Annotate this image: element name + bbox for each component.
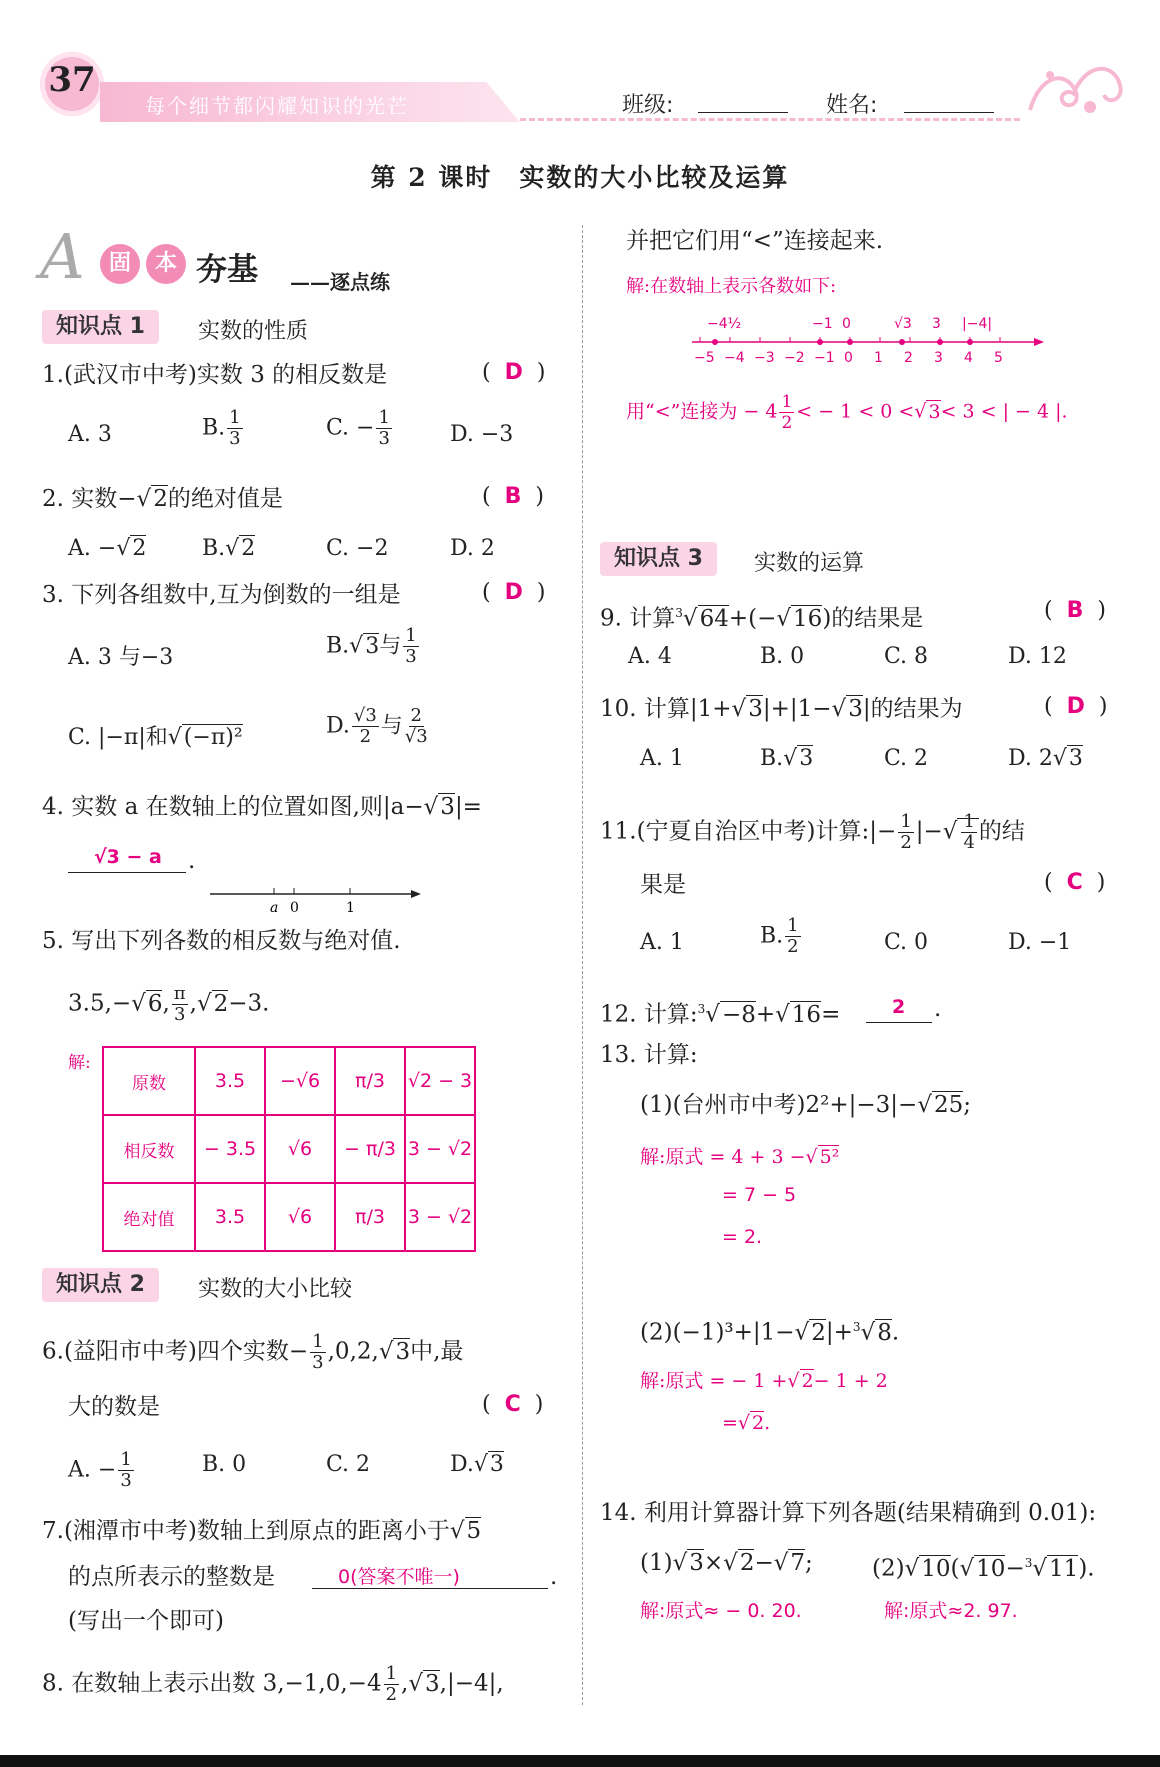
banner-letter-a: A	[40, 220, 85, 293]
q11-option-d: D. −1	[1008, 930, 1072, 955]
q8-point-label: 0	[842, 316, 851, 332]
q5-table-cell: 3.5	[195, 1047, 265, 1115]
q5-table-header-cell: 原数	[103, 1047, 195, 1115]
q5-table-header-cell: 绝对值	[103, 1183, 195, 1251]
q8-axis-tick-label: 0	[844, 350, 853, 366]
q14-text: 14. 利用计算器计算下列各题(结果精确到 0.01):	[600, 1500, 1097, 1526]
q1-option-b: B. $\frac{1}{3}$	[202, 407, 241, 449]
header-slogan: 每个细节都闪耀知识的光芒	[145, 94, 409, 118]
q2-answer: ( B )	[482, 484, 544, 509]
q8-point-label: 3	[932, 316, 941, 332]
q14-part-2: (2)√10(√10−$^3$√11).	[872, 1555, 1095, 1582]
q3-option-d: D. $\frac{√3}{2}$ 与 $\frac{2}{√3}$	[326, 705, 428, 747]
banner-circle-1: 固	[100, 244, 140, 284]
q8-point	[817, 339, 823, 345]
q8-axis-tick-label: −5	[694, 350, 715, 366]
name-label: 姓名:	[826, 93, 878, 118]
page-number: 37	[48, 60, 96, 100]
section-tag-2: 知识点 2	[42, 1268, 159, 1302]
q6-option-d: D.√3	[450, 1452, 504, 1477]
q14-solution-1: 解:原式≈ − 0. 20.	[640, 1600, 802, 1622]
q3-option-a: A. 3 与−3	[68, 645, 174, 670]
q6-option-a: A. − $\frac{1}{3}$	[68, 1449, 132, 1491]
section-tag-1: 知识点 1	[42, 310, 159, 344]
lesson-title: 第 2 课时 实数的大小比较及运算	[370, 163, 790, 192]
name-field[interactable]	[904, 112, 994, 113]
q5-numbers: 3.5,−√6, $\frac{\pi}{3}$ ,√2−3.	[68, 983, 270, 1025]
q8-number-line	[690, 310, 1050, 372]
q9-text: 9. 计算$^3$√64+(−√16)的结果是	[600, 605, 924, 632]
q9-answer: ( B )	[1044, 598, 1106, 623]
q8-axis-tick-label: −1	[814, 350, 835, 366]
q7-text-2: 的点所表示的整数是	[68, 1564, 275, 1590]
q11-answer: ( C )	[1044, 870, 1106, 895]
q8-axis-tick-label: −2	[784, 350, 805, 366]
header-dash-line	[520, 118, 1020, 121]
q4-number-line	[208, 880, 423, 916]
q8-point-label: √3	[893, 316, 912, 332]
q11-text: 11.(宁夏自治区中考)计算:|− $\frac{1}{2}$ |−√ $\frac{1}{4}$ 的结	[600, 811, 1025, 853]
q2-option-b: B.√2	[202, 536, 256, 561]
q8-axis-tick-label: 5	[994, 350, 1003, 366]
q10-answer: ( D )	[1044, 694, 1108, 719]
q8-solution-1: 解:在数轴上表示各数如下:	[626, 276, 837, 297]
q10-option-c: C. 2	[884, 746, 929, 771]
q8-point	[712, 339, 718, 345]
q8-axis-arrow	[1034, 338, 1044, 346]
q8-text: 8. 在数轴上表示出数 3,−1,0,−4 $\frac{1}{2}$ ,√3,|−4|,	[42, 1663, 504, 1705]
q1-text: 1.(武汉市中考)实数 3 的相反数是	[42, 362, 388, 388]
q5-table-cell: 3 − √2	[405, 1183, 475, 1251]
q1-option-a: A. 3	[68, 422, 112, 447]
q8-axis-tick-label: −4	[724, 350, 745, 366]
q13-solution-2-line-2: =√ 2.	[722, 1412, 771, 1434]
q5-table	[102, 1046, 476, 1252]
section-title-2: 实数的大小比较	[198, 1277, 353, 1302]
q5-text: 5. 写出下列各数的相反数与绝对值.	[42, 928, 401, 954]
q8-axis-tick-label: 1	[874, 350, 883, 366]
q9-option-b: B. 0	[760, 644, 805, 669]
q4-axis-0: 0	[290, 900, 299, 916]
q4-period: .	[188, 848, 196, 874]
q6-option-c: C. 2	[326, 1452, 371, 1477]
q11-option-c: C. 0	[884, 930, 929, 955]
q10-text: 10. 计算|1+√3|+|1−√3|的结果为	[600, 696, 963, 722]
q2-option-c: C. −2	[326, 536, 389, 561]
q13-solution-2-line-1: 解:原式 = − 1 +√ 2− 1 + 2	[640, 1370, 888, 1392]
q11-option-a: A. 1	[640, 930, 684, 955]
q6-text-2: 大的数是	[68, 1394, 160, 1420]
banner-subtitle: ——逐点练	[290, 270, 390, 294]
q2-option-d: D. 2	[450, 536, 495, 561]
q9-option-c: C. 8	[884, 644, 929, 669]
q8-point	[967, 339, 973, 345]
q5-table-cell: π/3	[335, 1183, 405, 1251]
q11-option-b: B. $\frac{1}{2}$	[760, 915, 799, 957]
q13-part-2: (2)(−1)³+|1−√2|+$^3$√8.	[640, 1319, 900, 1346]
q3-option-b: B.√3与 $\frac{1}{3}$	[326, 625, 417, 667]
q5-table-cell: π/3	[335, 1047, 405, 1115]
q5-table-cell: −√6	[265, 1047, 335, 1115]
q5-table-cell: − π/3	[335, 1115, 405, 1183]
q13-solution-1-line-3: = 2.	[722, 1226, 763, 1248]
q6-option-b: B. 0	[202, 1452, 247, 1477]
q5-table-cell: √6	[265, 1115, 335, 1183]
q2-text: 2. 实数−√2的绝对值是	[42, 486, 283, 512]
q1-answer: ( D )	[482, 360, 546, 385]
q10-option-a: A. 1	[640, 746, 684, 771]
q11-text-2: 果是	[640, 872, 686, 898]
q2-option-a: A. −√2	[68, 536, 147, 561]
q8-point-label: −4½	[707, 316, 742, 332]
q3-text: 3. 下列各组数中,互为倒数的一组是	[42, 582, 401, 608]
q12-text: 12. 计算:$^3$√−8+√16=	[600, 1001, 841, 1028]
q7-answer: 0(答案不唯一)	[338, 1566, 460, 1588]
q8-point	[847, 339, 853, 345]
q7-text-3: (写出一个即可)	[68, 1608, 224, 1634]
q8-axis-tick-label: −3	[754, 350, 775, 366]
q8-axis-tick-label: 4	[964, 350, 973, 366]
q5-table-cell: √2 − 3	[405, 1047, 475, 1115]
q14-part-1: (1)√3×√2−√7;	[640, 1550, 813, 1576]
q14-solution-2: 解:原式≈2. 97.	[884, 1600, 1018, 1622]
section-tag-3: 知识点 3	[600, 542, 717, 576]
q13-solution-1-line-1: 解:原式 = 4 + 3 −√ 5²	[640, 1146, 840, 1168]
q8-solution-2: 用“<”连接为 − 4 $\frac{1}{2}$ < − 1 < 0 <√ 3< 3 < | − 4 |.	[626, 392, 1068, 433]
q4-axis-1: 1	[346, 900, 355, 916]
q12-answer: 2	[892, 996, 906, 1018]
flourish-ornament-icon	[1020, 55, 1130, 125]
q4-text: 4. 实数 a 在数轴上的位置如图,则|a−√3|=	[42, 794, 482, 820]
bottom-bar	[0, 1755, 1160, 1767]
q6-text: 6.(益阳市中考)四个实数− $\frac{1}{3}$ ,0,2,√3中,最	[42, 1331, 464, 1373]
q6-answer: ( C )	[482, 1392, 544, 1417]
q13-part-1: (1)(台州市中考)2²+|−3|−√25;	[640, 1092, 972, 1118]
q8-point-label: −1	[812, 316, 833, 332]
q3-option-c: C. |−π|和√(−π)²	[68, 725, 243, 750]
q5-table-cell: 3.5	[195, 1183, 265, 1251]
banner-circle-2: 本	[146, 244, 186, 284]
q5-jie: 解:	[68, 1053, 91, 1073]
q5-table-cell: − 3.5	[195, 1115, 265, 1183]
q9-option-d: D. 12	[1008, 644, 1067, 669]
banner-title: 夯基	[196, 252, 258, 288]
q12-period: .	[934, 996, 942, 1022]
q13-text: 13. 计算:	[600, 1042, 698, 1068]
q8-axis-tick-label: 3	[934, 350, 943, 366]
q10-option-d: D. 2√3	[1008, 746, 1083, 771]
q10-option-b: B.√3	[760, 746, 814, 771]
q4-answer: √3 − a	[94, 846, 162, 868]
q8-point	[937, 339, 943, 345]
q1-option-c: C. − $\frac{1}{3}$	[326, 407, 390, 449]
column-divider	[582, 225, 583, 1705]
q7-text: 7.(湘潭市中考)数轴上到原点的距离小于√5	[42, 1518, 482, 1544]
q8-point	[899, 339, 905, 345]
q5-table-cell: 3 − √2	[405, 1115, 475, 1183]
q5-table-row	[103, 1115, 475, 1183]
q5-table-row	[103, 1183, 475, 1251]
q7-period: .	[550, 1564, 558, 1590]
q4-axis-a: a	[270, 900, 279, 916]
q8-point-label: |−4|	[962, 316, 993, 332]
q5-table-header-cell: 相反数	[103, 1115, 195, 1183]
class-field[interactable]	[698, 112, 788, 113]
q3-answer: ( D )	[482, 580, 546, 605]
q8-axis-tick-label: 2	[904, 350, 913, 366]
q12-answer-blank[interactable]	[866, 1022, 932, 1023]
section-title-3: 实数的运算	[754, 551, 865, 576]
q5-table-row	[103, 1047, 475, 1115]
q5-table-cell: √6	[265, 1183, 335, 1251]
q1-option-d: D. −3	[450, 422, 514, 447]
class-label: 班级:	[622, 93, 674, 118]
q8-continuation: 并把它们用“<”连接起来.	[626, 228, 884, 254]
q9-option-a: A. 4	[628, 644, 672, 669]
q13-solution-1-line-2: = 7 − 5	[722, 1184, 797, 1206]
section-title-1: 实数的性质	[198, 319, 309, 344]
